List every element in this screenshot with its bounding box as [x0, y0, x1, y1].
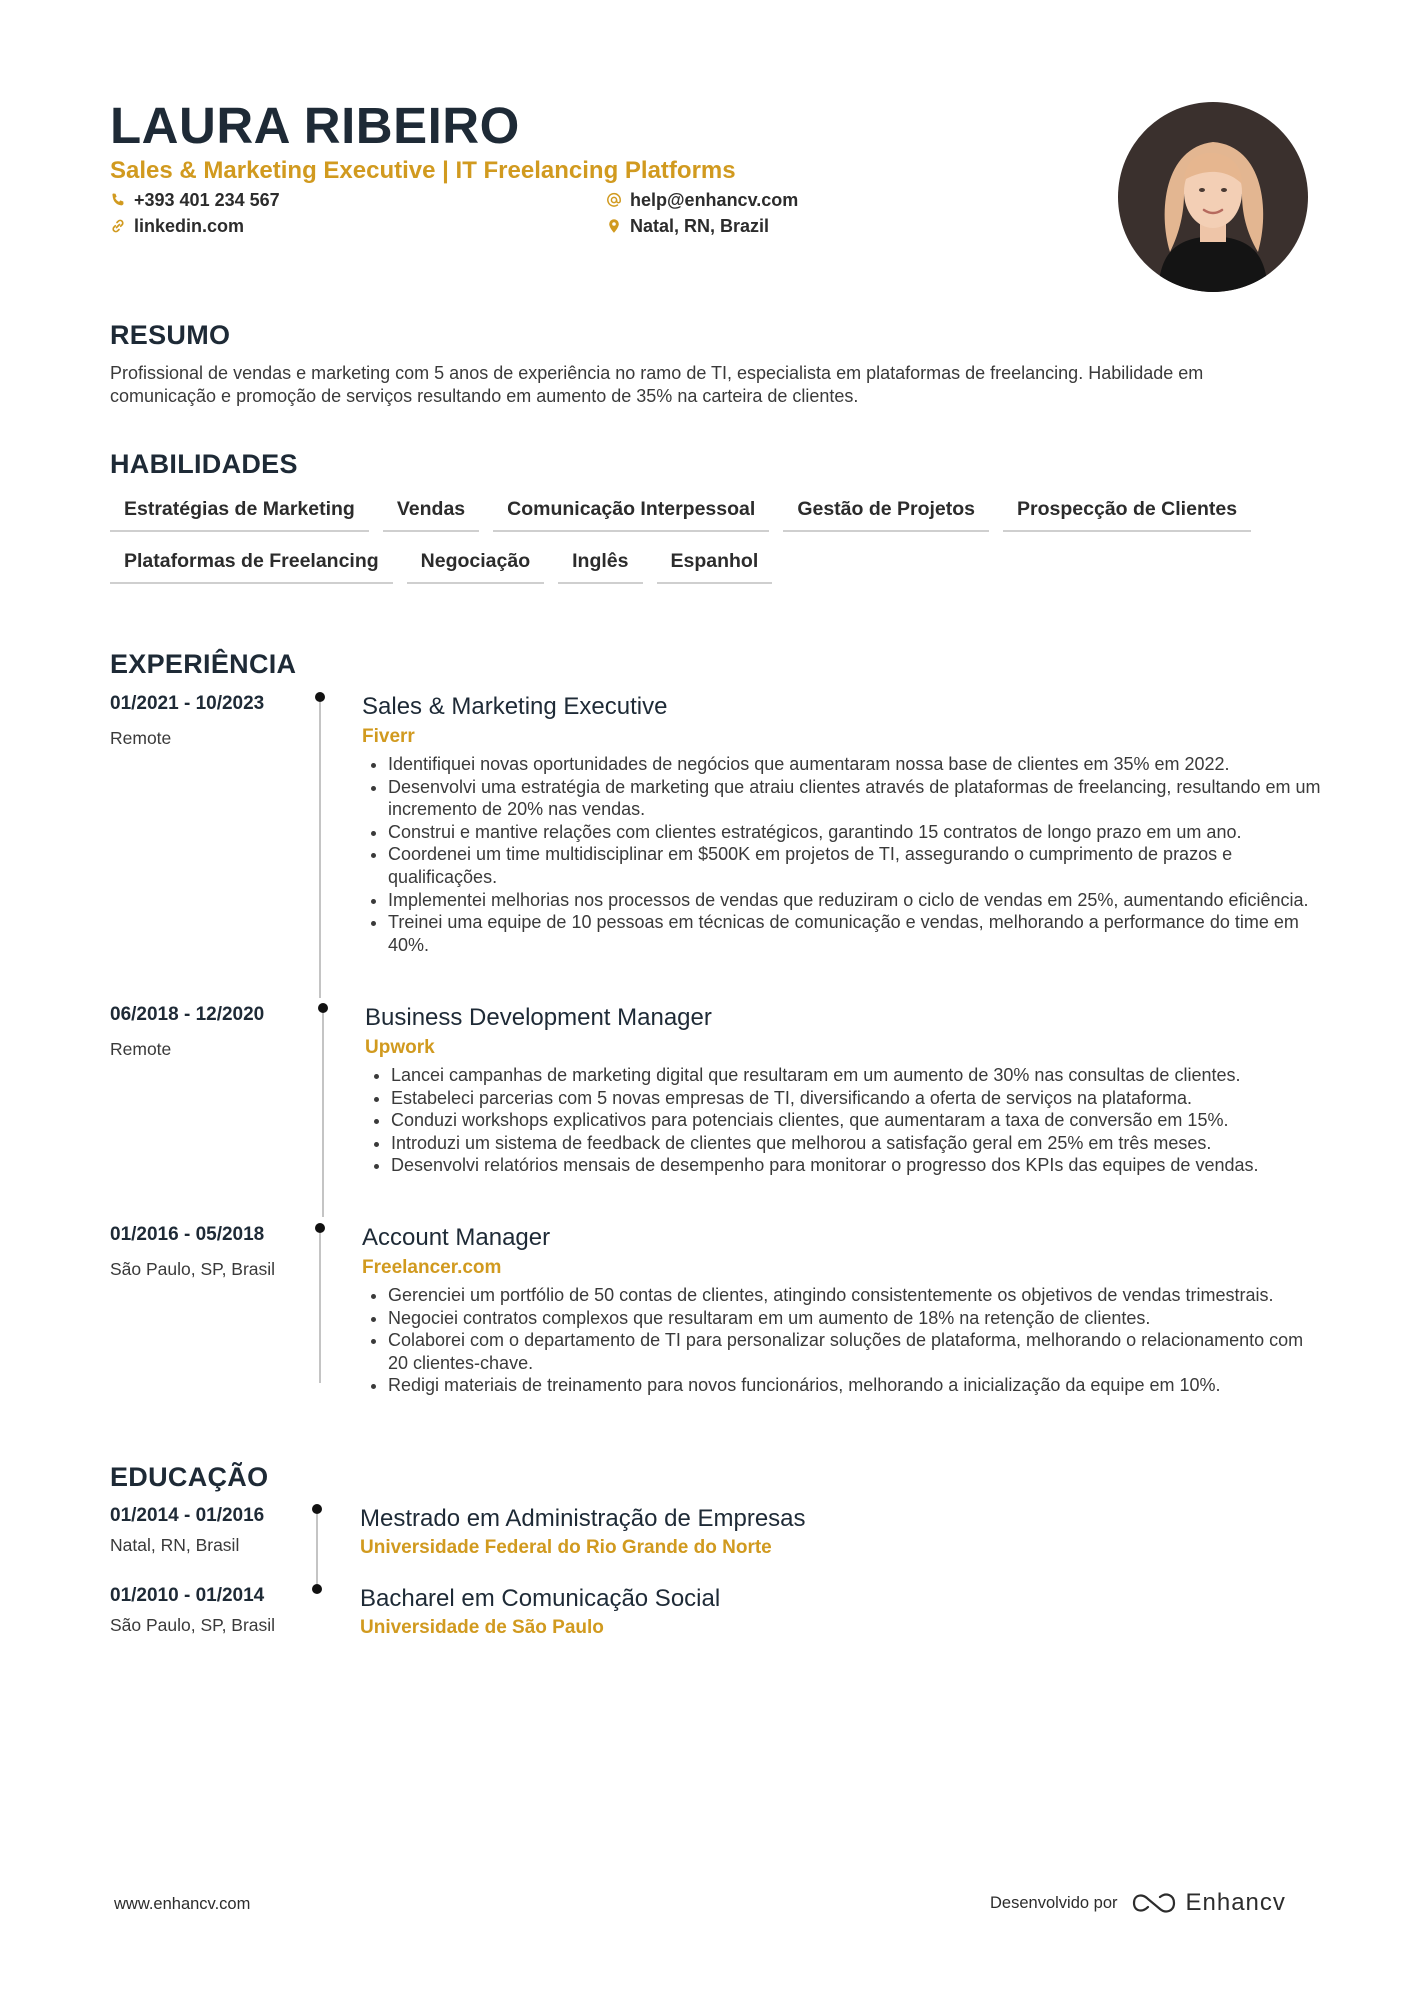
- achievement-item: • Desenvolvi uma estratégia de marketing que atraiu clientes através de plataformas de freelancing, resultando em um incremento de 20% nas vendas.: [388, 776, 1322, 821]
- achievement-list: [362, 753, 1322, 956]
- achievement-item: • Conduzi workshops explicativos para potenciais clientes, que aumentaram a taxa de conversão em 15%.: [391, 1109, 1325, 1132]
- experience-meta: [110, 692, 310, 749]
- achievement-item: • Desenvolvi relatórios mensais de desempenho para monitorar o progresso dos KPIs das equipes de vendas.: [391, 1154, 1325, 1177]
- skill-tag: Espanhol: [657, 548, 773, 584]
- education-meta: [110, 1584, 310, 1636]
- timeline-line: [322, 1013, 324, 1217]
- experience-dates: 01/2021 - 10/2023: [110, 693, 265, 714]
- achievement-item: • Redigi materiais de treinamento para novos funcionários, melhorando a inicialização da equipe em 10%.: [388, 1374, 1322, 1397]
- experience-title: EXPERIÊNCIA: [110, 649, 297, 679]
- achievement-item: • Implementei melhorias nos processos de vendas que reduziram o ciclo de vendas em 25%, aumentando eficiência.: [388, 889, 1322, 912]
- skill-tag: Comunicação Interpessoal: [493, 496, 769, 532]
- contact-location: [606, 214, 769, 238]
- experience-dates: 06/2018 - 12/2020: [110, 1004, 265, 1025]
- achievement-list: [365, 1064, 1325, 1177]
- company-name: Upwork: [365, 1037, 435, 1058]
- education-dates: 01/2014 - 01/2016: [110, 1505, 265, 1526]
- experience-meta: [110, 1003, 310, 1060]
- achievement-item: • Identifiquei novas oportunidades de negócios que aumentaram nossa base de clientes em 35% em 2022.: [388, 753, 1322, 776]
- summary-title: RESUMO: [110, 320, 231, 350]
- footer-branding: [990, 1889, 1286, 1917]
- job-title: Account Manager: [362, 1224, 551, 1251]
- education-location: São Paulo, SP, Brasil: [110, 1615, 276, 1635]
- education-location: Natal, RN, Brasil: [110, 1535, 240, 1555]
- timeline-line: [319, 1233, 321, 1383]
- experience-dates: 01/2016 - 05/2018: [110, 1224, 265, 1245]
- location-text: Natal, RN, Brazil: [630, 216, 770, 236]
- brand-name: Enhancv: [1185, 1889, 1286, 1916]
- experience-meta: [110, 1223, 310, 1280]
- achievement-item: • Estabeleci parcerias com 5 novas empresas de TI, diversificando a oferta de serviços na plataforma.: [391, 1087, 1325, 1110]
- achievement-item: • Gerenciei um portfólio de 50 contas de clientes, atingindo consistentemente os objetivos de vendas trimestrais.: [388, 1284, 1322, 1307]
- contact-email[interactable]: [606, 188, 798, 212]
- skill-tag: Negociação: [407, 548, 544, 584]
- contact-phone: [110, 188, 280, 212]
- achievement-item: • Construi e mantive relações com clientes estratégicos, garantindo 15 contratos de longo prazo em um ano.: [388, 821, 1322, 844]
- timeline-dot: [312, 1584, 322, 1594]
- link-icon: [110, 218, 126, 234]
- footer-website[interactable]: www.enhancv.com: [114, 1895, 251, 1913]
- skill-tag: Prospecção de Clientes: [1003, 496, 1251, 532]
- timeline-dot: [318, 1003, 328, 1013]
- experience-details: [362, 692, 1322, 956]
- timeline-dot: [312, 1504, 322, 1514]
- education-title: EDUCAÇÃO: [110, 1462, 269, 1492]
- achievement-item: • Negociei contratos complexos que resultaram em um aumento de 18% na retenção de clientes.: [388, 1307, 1322, 1330]
- degree-name: Mestrado em Administração de Empresas: [360, 1505, 806, 1532]
- location-pin-icon: [606, 218, 622, 234]
- achievement-item: • Coordenei um time multidisciplinar em $500K em projetos de TI, assegurando o cumprimento de prazos e qualificações.: [388, 843, 1322, 888]
- job-title: Business Development Manager: [365, 1004, 712, 1031]
- phone-text: +393 401 234 567: [134, 190, 280, 210]
- timeline-dot: [315, 1223, 325, 1233]
- phone-icon: [110, 192, 126, 208]
- enhancv-logo-icon: [1130, 1889, 1178, 1917]
- experience-location: São Paulo, SP, Brasil: [110, 1259, 276, 1279]
- developed-by-label: Desenvolvido por: [990, 1893, 1118, 1912]
- achievement-item: • Colaborei com o departamento de TI para personalizar soluções de plataforma, melhorando o relacionamento com 20 clientes-chave.: [388, 1329, 1322, 1374]
- skill-tag: Inglês: [558, 548, 642, 584]
- achievement-item: • Lancei campanhas de marketing digital que resultaram em um aumento de 30% nas consultas de clientes.: [391, 1064, 1325, 1087]
- skill-tag: Plataformas de Freelancing: [110, 548, 393, 584]
- experience-details: [362, 1223, 1322, 1397]
- company-name: Freelancer.com: [362, 1257, 502, 1278]
- company-name: Fiverr: [362, 726, 415, 747]
- at-icon: [606, 192, 622, 208]
- timeline-line: [316, 1514, 318, 1584]
- achievement-item: • Introduzi um sistema de feedback de clientes que melhorou a satisfação geral em 25% em três meses.: [391, 1132, 1325, 1155]
- portrait-illustration: [1118, 102, 1308, 292]
- skills-title: HABILIDADES: [110, 449, 298, 479]
- headline: Sales & Marketing Executive | IT Freelancing Platforms: [110, 157, 736, 184]
- summary-text: Profissional de vendas e marketing com 5 anos de experiência no ramo de TI, especialista em plataformas de freelancing. Habilidade em comunicação e promoção de serviços resultando em aumento de 35% na carteira de clientes.: [110, 363, 1204, 406]
- education-details: [360, 1584, 1320, 1640]
- degree-name: Bacharel em Comunicação Social: [360, 1585, 721, 1612]
- job-title: Sales & Marketing Executive: [362, 693, 668, 720]
- candidate-name: LAURA RIBEIRO: [110, 97, 520, 154]
- achievement-item: • Treinei uma equipe de 10 pessoas em técnicas de comunicação e vendas, melhorando a performance do time em 40%.: [388, 911, 1322, 956]
- skill-tag: Estratégias de Marketing: [110, 496, 369, 532]
- education-dates: 01/2010 - 01/2014: [110, 1585, 265, 1606]
- profile-photo: [1118, 102, 1308, 292]
- experience-details: [365, 1003, 1325, 1177]
- contact-linkedin[interactable]: [110, 214, 244, 238]
- experience-location: Remote: [110, 728, 172, 748]
- achievement-list: [362, 1284, 1322, 1397]
- school-name: Universidade de São Paulo: [360, 1617, 604, 1638]
- timeline-dot: [315, 692, 325, 702]
- experience-location: Remote: [110, 1039, 172, 1059]
- timeline-line: [319, 702, 321, 998]
- linkedin-text[interactable]: linkedin.com: [134, 216, 245, 236]
- email-text[interactable]: help@enhancv.com: [630, 190, 799, 210]
- education-meta: [110, 1504, 310, 1556]
- skill-tag: Gestão de Projetos: [783, 496, 989, 532]
- education-details: [360, 1504, 1320, 1560]
- skill-tag: Vendas: [383, 496, 479, 532]
- school-name: Universidade Federal do Rio Grande do Norte: [360, 1537, 772, 1558]
- skills-list: [110, 496, 1310, 584]
